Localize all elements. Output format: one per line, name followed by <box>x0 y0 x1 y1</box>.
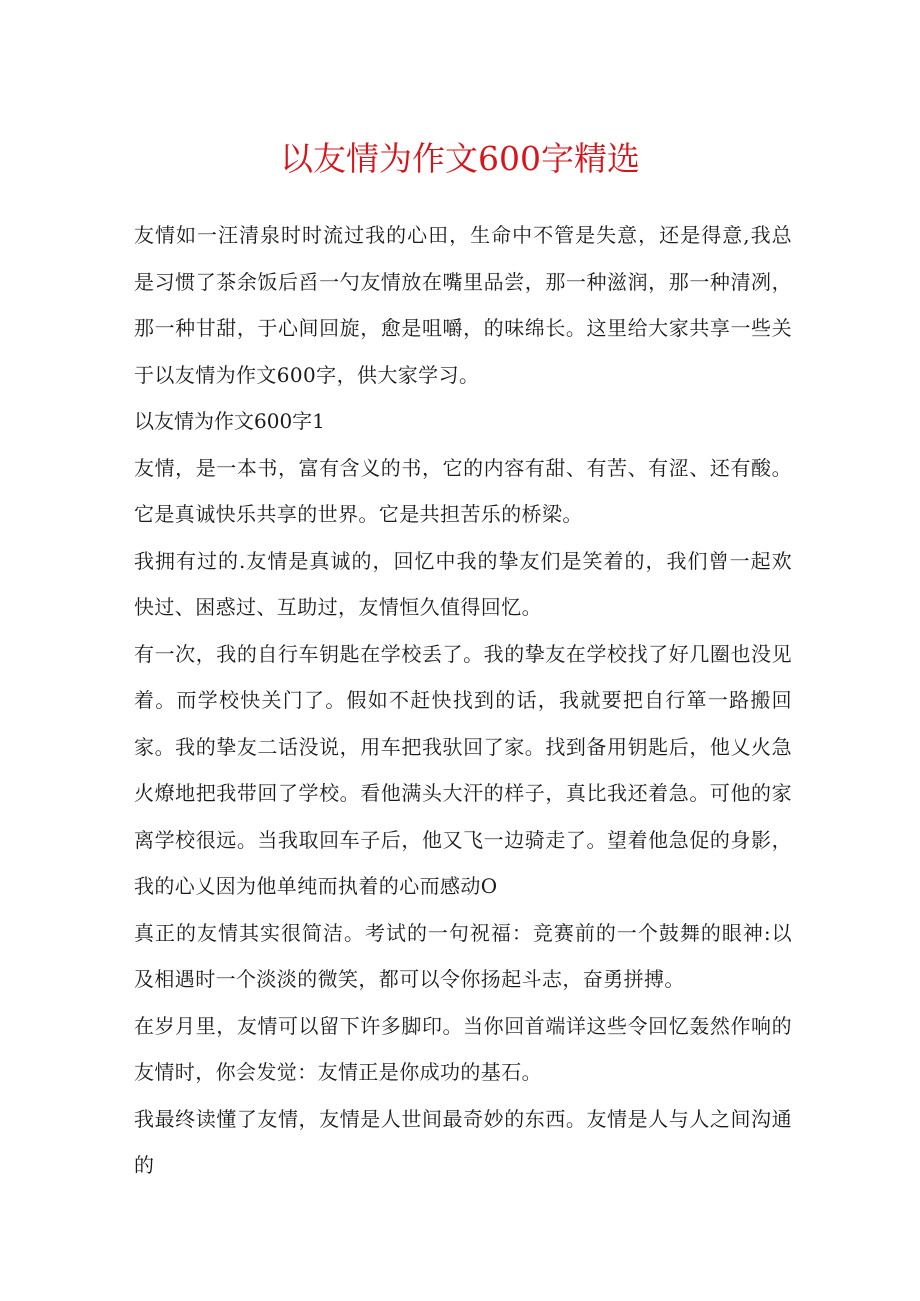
paragraph: 我拥有过的.友情是真诚的，回忆中我的挚友们是笑着的，我们曾一起欢快过、困惑过、互助过，友情恒久值得回忆。 <box>134 548 792 619</box>
section-heading: 以友情为作文600字1 <box>134 409 325 433</box>
document-title: 以友情为作文600字精选 <box>280 139 640 178</box>
paragraph: 在岁月里，友情可以留下许多脚印。当你回首端详这些令回忆轰然作响的友情时，你会发觉：友情正是你成功的基石。 <box>134 1013 792 1084</box>
paragraph: 有一次，我的自行车钥匙在学校丢了。我的挚友在学校找了好几圈也没见着。而学校快关门了。假如不赶快找到的话，我就要把自行箪一路搬回家。我的挚友二话没说，用车把我驮回了家。找到备用钥匙后，他乂火急火燎地把我带回了学校。看他满头大汗的样子，真比我还着急。可他的家离学校很远。当我取回车子后，他又飞一边骑走了。望着他急促的身影，我的心乂因为他单纯而执着的心而感动O <box>134 641 792 898</box>
paragraph-intro: 友情如一汪清泉时时流过我的心田，生命中不管是失意，还是得意,我总是习惯了茶余饭后舀一勺友情放在嘴里品尝，那一种滋润，那一种清冽，那一种甘甜，于心间回旋，愈是咀嚼，的味绵长。这里给大家共享一些关于以友情为作文600字，供大家学习。 <box>134 223 792 387</box>
paragraph: 友情，是一本书，富有含义的书，它的内容有甜、有苦、有涩、还有酸。它是真诚快乐共享的世界。它是共担苦乐的桥梁。 <box>134 455 792 526</box>
paragraph: 真正的友情其实很简洁。考试的一句祝福：竞赛前的一个鼓舞的眼神:以及相遇时一个淡淡的微笑，都可以令你扬起斗志，奋勇拼搏。 <box>134 920 792 991</box>
paragraph: 我最终读懂了友情，友情是人世间最奇妙的东西。友情是人与人之间沟通的 <box>134 1106 792 1177</box>
document-body <box>134 212 792 1189</box>
